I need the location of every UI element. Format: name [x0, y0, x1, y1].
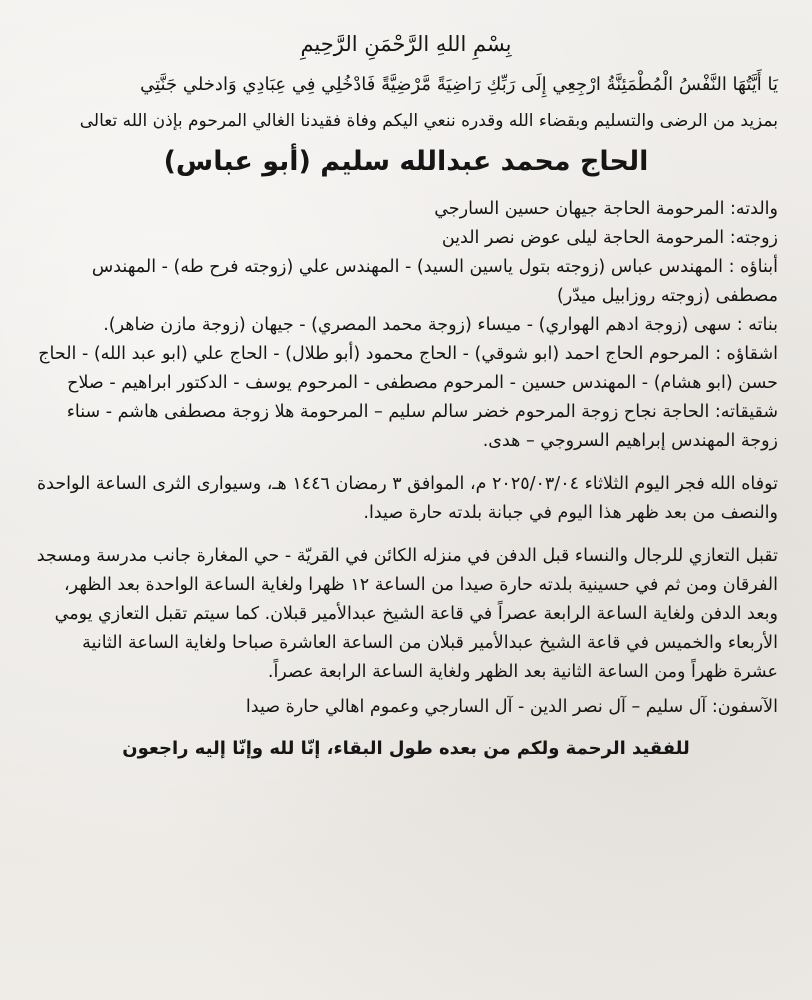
daughters-line: بناته : سهى (زوجة ادهم الهواري) - ميساء (زوجة محمد المصري) - جيهان (زوجة مازن ضاهر).	[103, 315, 778, 335]
spacer	[34, 456, 778, 470]
sisters-line: شقيقاته: الحاجة نجاح زوجة المرحوم خضر سالم سليم – المرحومة هلا زوجة مصطفى هاشم - سناء زوجة المهندس إبراهيم السروجي – هدى.	[66, 402, 778, 451]
wife-line: زوجته: المرحومة الحاجة ليلى عوض نصر الدين	[441, 228, 778, 248]
sons-line: أبناؤه : المهندس عباس (زوجته بتول ياسين السيد) - المهندس علي (زوجته فرح طه) - المهندس مصطفى (زوجته روزابيل ميدّر)	[91, 257, 778, 306]
relatives-section	[34, 195, 778, 456]
death-notice-paragraph: توفاه الله فجر اليوم الثلاثاء ٢٠٢٥/٠٣/٠٤ م، الموافق ٣ رمضان ١٤٤٦ هـ، وسيوارى الثرى الساعة الواحدة والنصف من بعد ظهر هذا اليوم في جبانة بلدته حارة صيدا.	[37, 474, 778, 523]
basmala-heading: بِسْمِ اللهِ الرَّحْمَنِ الرَّحِيمِ	[300, 32, 512, 56]
condolences-paragraph: تقبل التعازي للرجال والنساء قبل الدفن في منزله الكائن في القريّة - حي المغارة جانب مدرسة ومسجد الفرقان ومن ثم في حسينية بلدته حارة صيدا من الساعة ١٢ ظهرا ولغاية الساعة الواحدة بعد الظهر، وبعد الدفن ولغاية الساعة الرابعة عصراً في قاعة الشيخ عبدالأمير قبلان. كما سيتم تقبل التعازي يومي الأربعاء والخميس في قاعة الشيخ عبدالأمير قبلان من الساعة العاشرة صباحا ولغاية الساعة الثانية عشرة ظهراً ومن الساعة الثانية بعد الظهر ولغاية الساعة الرابعة عصراً.	[36, 546, 778, 682]
deceased-name: الحاج محمد عبدالله سليم (أبو عباس)	[163, 146, 649, 177]
quran-verse: يَا أَيَّتُهَا النَّفْسُ الْمُطْمَئِنَّةُ ارْجِعِي إِلَى رَبِّكِ رَاضِيَةً مَّرْضِيَّةً فَادْخُلِي فِي عِبَادِي وَادخلي جَنَّتِي	[140, 74, 778, 95]
intro-paragraph: بمزيد من الرضى والتسليم وبقضاء الله وقدره ننعي اليكم وفاة فقيدنا الغالي المرحوم بإذن الله تعالى	[79, 111, 778, 131]
brothers-line: اشقاؤه : المرحوم الحاج احمد (ابو شوقي) - الحاج محمود (أبو طلال) - الحاج علي (ابو عبد الله) - الحاج حسن (ابو هشام) - المهندس حسين - المرحوم مصطفى - المرحوم يوسف - الدكتور ابراهيم - صلاح	[38, 344, 778, 393]
closing-line: للفقيد الرحمة ولكم من بعده طول البقاء، إنّا لله وإنّا إليه راجعون	[122, 738, 690, 759]
spacer	[34, 528, 778, 542]
mother-line: والدته: المرحومة الحاجة جيهان حسين السارجي	[434, 199, 778, 219]
mourners-line: الآسفون: آل سليم – آل نصر الدين - آل السارجي وعموم اهالي حارة صيدا	[245, 697, 778, 717]
